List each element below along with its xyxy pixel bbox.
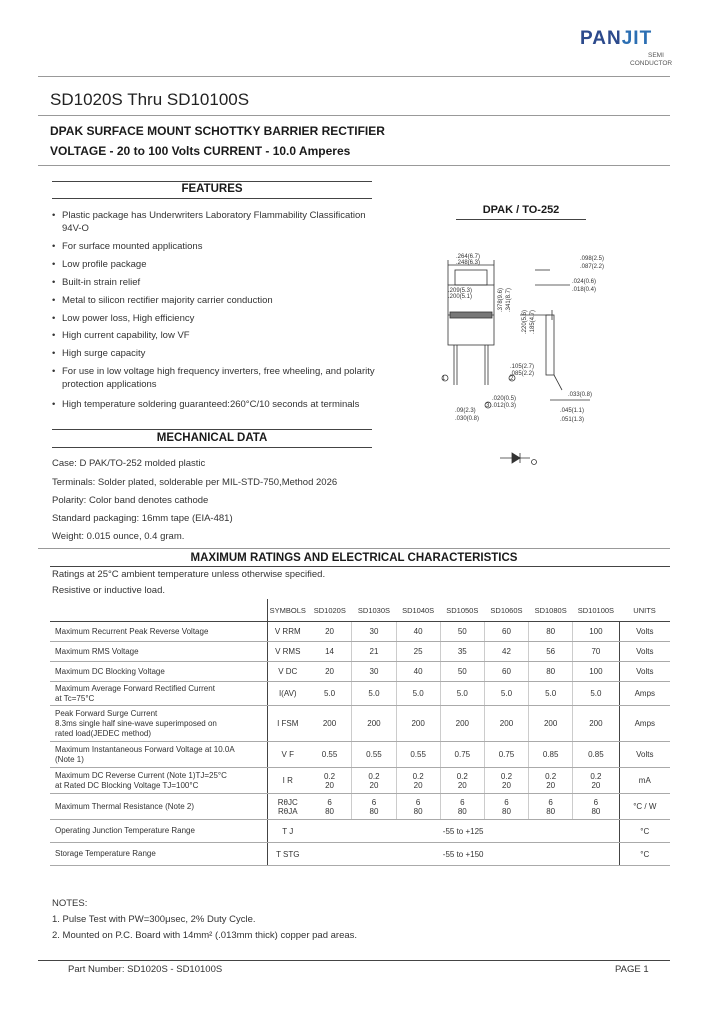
value-cell: 42 bbox=[484, 642, 528, 662]
value-cell: 6 80 bbox=[396, 794, 440, 820]
value-cell: 80 bbox=[529, 622, 573, 642]
table-header-row bbox=[50, 599, 670, 622]
features-rule-top bbox=[52, 181, 372, 182]
dim-label: .200(5.1) bbox=[448, 294, 473, 300]
divider bbox=[38, 165, 670, 166]
footer-page: PAGE 1 bbox=[615, 964, 649, 975]
dim-label: .220(5.6) bbox=[522, 309, 528, 334]
value-cell: 56 bbox=[529, 642, 573, 662]
value-cell: 60 bbox=[484, 622, 528, 642]
feature-item bbox=[52, 398, 382, 411]
bullet: • bbox=[52, 259, 56, 270]
symbol-cell: V F bbox=[267, 742, 307, 768]
symbol-cell: RθJC RθJA bbox=[267, 794, 307, 820]
dim-label: .012(0.3) bbox=[492, 403, 517, 409]
value-cell: 200 bbox=[396, 706, 440, 742]
unit-cell: Amps bbox=[619, 682, 670, 706]
logo-sub2: CONDUCTOR bbox=[630, 60, 673, 67]
bullet: • bbox=[52, 295, 56, 306]
value-cell: 100 bbox=[573, 662, 619, 682]
divider bbox=[38, 960, 670, 961]
feature-item bbox=[52, 209, 382, 235]
column-header: SD1060S bbox=[484, 599, 528, 622]
column-header: SD1030S bbox=[352, 599, 396, 622]
value-cell: 200 bbox=[529, 706, 573, 742]
symbol-cell: T STG bbox=[267, 843, 307, 866]
symbol-cell: T J bbox=[267, 820, 307, 843]
dim-label: .087(2.2) bbox=[580, 264, 605, 270]
value-cell: 40 bbox=[396, 622, 440, 642]
feature-text: For use in low voltage high frequency inverters, free wheeling, and polarity protection applications bbox=[62, 366, 375, 390]
mech-rule-top bbox=[52, 429, 372, 430]
pin-label: 2 bbox=[510, 376, 514, 382]
mechanical-heading: MECHANICAL DATA bbox=[156, 432, 268, 444]
column-header bbox=[50, 599, 267, 622]
mechanical-item: Terminals: Solder plated, solderable per MIL-STD-750,Method 2026 bbox=[52, 477, 338, 488]
feature-text: Low profile package bbox=[62, 259, 147, 270]
note-2: 2. Mounted on P.C. Board with 14mm² (.013mm thick) copper pad areas. bbox=[52, 930, 358, 941]
dim-label: .024(0.6) bbox=[572, 279, 597, 285]
divider bbox=[38, 76, 670, 77]
parameter-cell: Maximum Recurrent Peak Reverse Voltage bbox=[50, 622, 267, 642]
symbol-cell: V DC bbox=[267, 662, 307, 682]
value-cell: 0.2 20 bbox=[396, 768, 440, 794]
parameter-cell: Maximum RMS Voltage bbox=[50, 642, 267, 662]
symbol-cell: I FSM bbox=[267, 706, 307, 742]
dim-label: .209(5.3) bbox=[448, 288, 473, 294]
column-header: SD1080S bbox=[529, 599, 573, 622]
value-cell: 5.0 bbox=[529, 682, 573, 706]
table-row bbox=[50, 794, 670, 820]
dim-label: .030(0.8) bbox=[455, 416, 480, 422]
footer-part-number: Part Number: SD1020S - SD10100S bbox=[68, 964, 223, 975]
value-cell: 0.55 bbox=[396, 742, 440, 768]
package-rule bbox=[456, 219, 586, 220]
column-header: SD1040S bbox=[396, 599, 440, 622]
divider bbox=[38, 548, 670, 549]
dim-label: .378(9.6) bbox=[498, 287, 504, 312]
dim-label: .185(4.7) bbox=[530, 309, 536, 334]
table-row bbox=[50, 742, 670, 768]
value-cell: 200 bbox=[440, 706, 484, 742]
value-cell: -55 to +125 bbox=[308, 820, 619, 843]
unit-cell: °C / W bbox=[619, 794, 670, 820]
value-cell: 0.85 bbox=[529, 742, 573, 768]
value-cell: 5.0 bbox=[573, 682, 619, 706]
value-cell: 200 bbox=[573, 706, 619, 742]
value-cell: 20 bbox=[308, 622, 352, 642]
package-outline-drawing bbox=[430, 240, 630, 470]
table-row bbox=[50, 768, 670, 794]
parameter-cell: Operating Junction Temperature Range bbox=[50, 820, 267, 843]
logo-text-b: JIT bbox=[621, 28, 653, 49]
dim-label: .045(1.1) bbox=[560, 408, 585, 414]
document-title: SD1020S Thru SD10100S bbox=[50, 90, 250, 109]
dim-label: .264(6.7) bbox=[456, 254, 481, 260]
value-cell: 0.2 20 bbox=[352, 768, 396, 794]
table-row bbox=[50, 706, 670, 742]
dim-label: .098(2.5) bbox=[580, 256, 605, 262]
dim-label: .248(6.3) bbox=[456, 260, 481, 266]
unit-cell: Volts bbox=[619, 662, 670, 682]
feature-text: Built-in strain relief bbox=[62, 277, 141, 288]
value-cell: 50 bbox=[440, 622, 484, 642]
unit-cell: °C bbox=[619, 820, 670, 843]
value-cell: 0.2 20 bbox=[484, 768, 528, 794]
value-cell: 30 bbox=[352, 662, 396, 682]
table-row bbox=[50, 662, 670, 682]
dim-label: .051(1.3) bbox=[560, 417, 585, 423]
table-row bbox=[50, 820, 670, 843]
value-cell: 0.2 20 bbox=[573, 768, 619, 794]
column-header: SD1020S bbox=[308, 599, 352, 622]
value-cell: 0.55 bbox=[352, 742, 396, 768]
ratings-table bbox=[50, 599, 670, 866]
value-cell: 0.55 bbox=[308, 742, 352, 768]
bullet: • bbox=[52, 210, 56, 221]
value-cell: 6 80 bbox=[440, 794, 484, 820]
pin-label: 1 bbox=[442, 376, 446, 382]
ratings-note: Ratings at 25°C ambient temperature unless otherwise specified. bbox=[52, 569, 326, 580]
table-row bbox=[50, 622, 670, 642]
value-cell: 6 80 bbox=[573, 794, 619, 820]
column-header: SD1050S bbox=[440, 599, 484, 622]
mechanical-item: Weight: 0.015 ounce, 0.4 gram. bbox=[52, 531, 185, 542]
voltage-current-line: VOLTAGE - 20 to 100 Volts CURRENT - 10.0 Amperes bbox=[50, 144, 351, 158]
value-cell: 5.0 bbox=[308, 682, 352, 706]
dim-label: .020(0.5) bbox=[492, 396, 517, 402]
column-header: SD10100S bbox=[573, 599, 619, 622]
mechanical-item: Standard packaging: 16mm tape (EIA-481) bbox=[52, 513, 233, 524]
bullet: • bbox=[52, 241, 56, 252]
feature-item bbox=[52, 294, 382, 307]
mechanical-item: Case: D PAK/TO-252 molded plastic bbox=[52, 458, 206, 469]
feature-item bbox=[52, 347, 382, 360]
feature-item bbox=[52, 312, 382, 325]
package-label: DPAK / TO-252 bbox=[482, 204, 560, 216]
unit-cell: Amps bbox=[619, 706, 670, 742]
feature-item bbox=[52, 329, 382, 342]
divider bbox=[50, 566, 670, 567]
value-cell: 6 80 bbox=[352, 794, 396, 820]
parameter-cell: Storage Temperature Range bbox=[50, 843, 267, 866]
bullet: • bbox=[52, 313, 56, 324]
dim-label: .105(2.7) bbox=[510, 364, 535, 370]
value-cell: 200 bbox=[308, 706, 352, 742]
table-row bbox=[50, 843, 670, 866]
value-cell: 6 80 bbox=[484, 794, 528, 820]
value-cell: 200 bbox=[352, 706, 396, 742]
symbol-cell: V RMS bbox=[267, 642, 307, 662]
parameter-cell: Maximum DC Blocking Voltage bbox=[50, 662, 267, 682]
feature-text: High temperature soldering guaranteed:260°C/10 seconds at terminals bbox=[62, 399, 360, 410]
note-1: 1. Pulse Test with PW=300μsec, 2% Duty Cycle. bbox=[52, 914, 256, 925]
value-cell: 20 bbox=[308, 662, 352, 682]
column-header: UNITS bbox=[619, 599, 670, 622]
value-cell: 0.75 bbox=[484, 742, 528, 768]
feature-text: Metal to silicon rectifier majority carrier conduction bbox=[62, 295, 273, 306]
value-cell: 100 bbox=[573, 622, 619, 642]
feature-item bbox=[52, 258, 382, 271]
value-cell: 5.0 bbox=[440, 682, 484, 706]
dim-label: .033(0.8) bbox=[568, 392, 593, 398]
mech-rule-bottom bbox=[52, 447, 372, 448]
bullet: • bbox=[52, 277, 56, 288]
value-cell: 0.75 bbox=[440, 742, 484, 768]
value-cell: 5.0 bbox=[352, 682, 396, 706]
value-cell: 0.2 20 bbox=[529, 768, 573, 794]
feature-text: High current capability, low VF bbox=[62, 330, 190, 341]
value-cell: 200 bbox=[484, 706, 528, 742]
feature-text: Low power loss, High efficiency bbox=[62, 313, 195, 324]
unit-cell: Volts bbox=[619, 622, 670, 642]
unit-cell: °C bbox=[619, 843, 670, 866]
symbol-cell: I(AV) bbox=[267, 682, 307, 706]
value-cell: 50 bbox=[440, 662, 484, 682]
value-cell: 21 bbox=[352, 642, 396, 662]
column-header: SYMBOLS bbox=[267, 599, 307, 622]
feature-text: Plastic package has Underwriters Laboratory Flammability Classification 94V-O bbox=[62, 210, 366, 234]
product-subtitle: DPAK SURFACE MOUNT SCHOTTKY BARRIER RECTIFIER bbox=[50, 124, 385, 138]
dim-label: .09(2.3) bbox=[455, 408, 476, 414]
bullet: • bbox=[52, 366, 56, 377]
parameter-cell: Maximum Average Forward Rectified Current at Tc=75°C bbox=[50, 682, 267, 706]
parameter-cell: Maximum Thermal Resistance (Note 2) bbox=[50, 794, 267, 820]
symbol-cell: V RRM bbox=[267, 622, 307, 642]
notes-heading: NOTES: bbox=[52, 898, 88, 909]
unit-cell: Volts bbox=[619, 642, 670, 662]
dim-label: .018(0.4) bbox=[572, 287, 597, 293]
panjit-logo bbox=[580, 28, 680, 70]
pin-label: 3 bbox=[486, 403, 490, 409]
ratings-heading: MAXIMUM RATINGS AND ELECTRICAL CHARACTERISTICS bbox=[190, 552, 518, 564]
value-cell: 0.85 bbox=[573, 742, 619, 768]
value-cell: 40 bbox=[396, 662, 440, 682]
bullet: • bbox=[52, 348, 56, 359]
value-cell: 0.2 20 bbox=[440, 768, 484, 794]
table-row bbox=[50, 642, 670, 662]
symbol-cell: I R bbox=[267, 768, 307, 794]
unit-cell: mA bbox=[619, 768, 670, 794]
value-cell: 6 80 bbox=[529, 794, 573, 820]
bullet: • bbox=[52, 399, 56, 410]
parameter-cell: Maximum Instantaneous Forward Voltage at 10.0A (Note 1) bbox=[50, 742, 267, 768]
features-heading: FEATURES bbox=[181, 183, 243, 195]
value-cell: 70 bbox=[573, 642, 619, 662]
feature-text: For surface mounted applications bbox=[62, 241, 203, 252]
logo-text-a: PAN bbox=[580, 28, 622, 49]
value-cell: 5.0 bbox=[396, 682, 440, 706]
value-cell: -55 to +150 bbox=[308, 843, 619, 866]
unit-cell: Volts bbox=[619, 742, 670, 768]
divider bbox=[38, 115, 670, 116]
bullet: • bbox=[52, 330, 56, 341]
table-row bbox=[50, 682, 670, 706]
value-cell: 30 bbox=[352, 622, 396, 642]
value-cell: 14 bbox=[308, 642, 352, 662]
feature-item bbox=[52, 240, 382, 253]
logo-sub1: SEMI bbox=[648, 52, 664, 59]
value-cell: 5.0 bbox=[484, 682, 528, 706]
feature-text: High surge capacity bbox=[62, 348, 146, 359]
parameter-cell: Maximum DC Reverse Current (Note 1)TJ=25°C at Rated DC Blocking Voltage TJ=100°C bbox=[50, 768, 267, 794]
dim-label: .085(2.2) bbox=[510, 371, 535, 377]
dim-label: .341(8.7) bbox=[506, 287, 512, 312]
ratings-note: Resistive or inductive load. bbox=[52, 585, 165, 596]
value-cell: 25 bbox=[396, 642, 440, 662]
feature-item bbox=[52, 365, 382, 391]
value-cell: 60 bbox=[484, 662, 528, 682]
features-rule-bottom bbox=[52, 198, 372, 199]
value-cell: 35 bbox=[440, 642, 484, 662]
value-cell: 6 80 bbox=[308, 794, 352, 820]
parameter-cell: Peak Forward Surge Current 8.3ms single half sine-wave superimposed on rated load(JEDEC method) bbox=[50, 706, 267, 742]
mechanical-item: Polarity: Color band denotes cathode bbox=[52, 495, 209, 506]
value-cell: 80 bbox=[529, 662, 573, 682]
feature-item bbox=[52, 276, 382, 289]
value-cell: 0.2 20 bbox=[308, 768, 352, 794]
